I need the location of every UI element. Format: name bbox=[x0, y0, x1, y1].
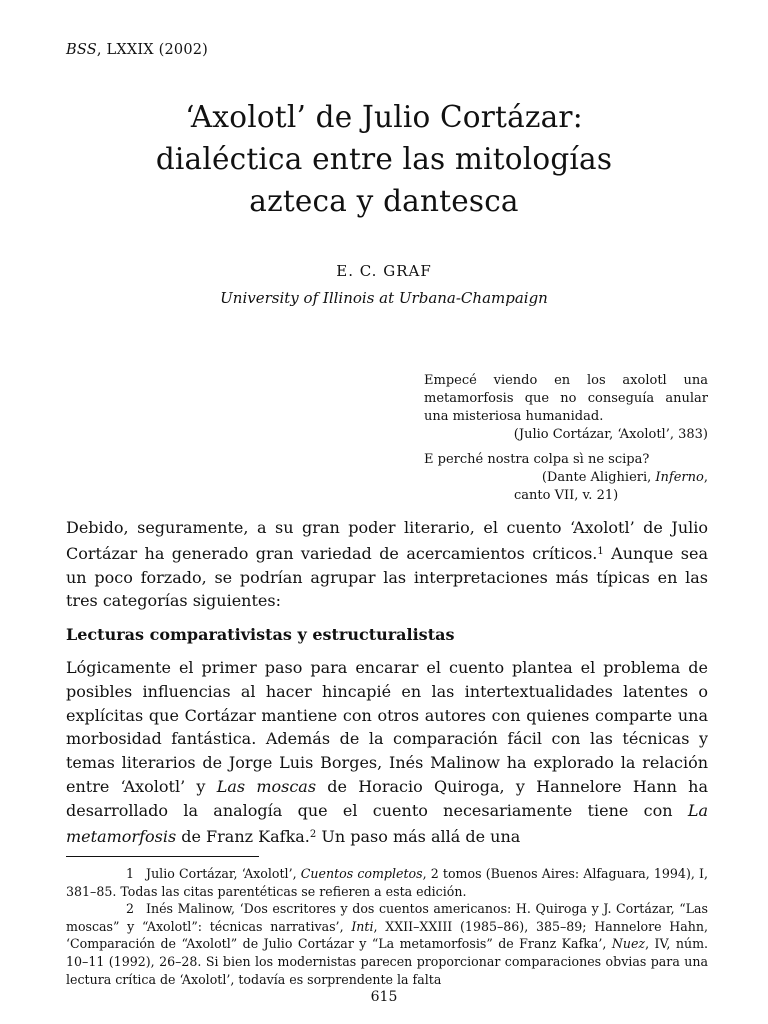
footnote-italic: Cuentos completos bbox=[300, 866, 423, 881]
footnote-ref-1[interactable]: 1 bbox=[597, 545, 604, 557]
footnote-ref-2[interactable]: 2 bbox=[309, 828, 317, 840]
footnote-number: 2 bbox=[126, 901, 135, 917]
intro-text-b: Aunque sea un poco forzado, se podrían agrupar las interpretaciones más típicas en las tres categorías siguientes: bbox=[66, 543, 708, 611]
epigraph-quote: E perché nostra colpa sì ne scipa? bbox=[424, 452, 650, 467]
section-heading: Lecturas comparativistas y estructuralistas bbox=[66, 625, 455, 644]
journal-volume: , LXXIX (2002) bbox=[96, 42, 209, 58]
epigraph-dante bbox=[424, 451, 708, 505]
title-line-3: azteca y dantesca bbox=[249, 184, 519, 218]
footnote-text: Julio Cortázar, ‘Axolotl’, bbox=[146, 866, 301, 881]
footnote-2 bbox=[66, 900, 708, 988]
footnote-text: , 2 tomos (Buenos Aires: Alfaguara, 1994), I, 381–85. Todas las citas parentéticas se refieren a esta edición. bbox=[66, 866, 708, 899]
page-number: 615 bbox=[370, 989, 398, 1005]
title-line-2: dialéctica entre las mitologías bbox=[155, 142, 613, 176]
section-text-d: Un paso más allá de una bbox=[316, 826, 521, 846]
work-title-la-metamorfosis: La metamorfosis bbox=[66, 800, 708, 846]
epigraph-citation: (Julio Cortázar, ‘Axolotl’, 383) bbox=[513, 427, 708, 442]
section-text-b: de Horacio Quiroga, y Hannelore Hann ha desarrollado la analogía que el cuento necesariamente tiene con bbox=[66, 776, 709, 820]
section-text-a: Lógicamente el primer paso para encarar el cuento plantea el problema de posibles influencias al hacer hincapié en las intertextualidades latentes o explícitas que Cortázar mantiene con otros autores con quienes comparte una morbosidad fantástica. Además de la comparación fácil con las técnicas y temas literarios de Jorge Luis Borges, Inés Malinow ha explorado la relación entre ‘Axolotl’ y bbox=[66, 658, 708, 796]
footnote-text: , IV, núm. 10–11 (1992), 26–28. Si bien los modernistas parecen proporcionar comparaciones obvias para una lectura crítica de ‘Axolotl’, todavía es sorprendente la falta bbox=[66, 936, 709, 987]
footnote-divider bbox=[66, 856, 259, 857]
footnote-italic: Inti bbox=[351, 918, 374, 934]
footnote-1 bbox=[66, 865, 708, 900]
intro-text-a: Debido, seguramente, a su gran poder literario, el cuento ‘Axolotl’ de Julio Cortázar ha generado gran variedad de acercamientos críticos. bbox=[66, 518, 708, 563]
footnote-number: 1 bbox=[126, 866, 135, 881]
article-title bbox=[0, 96, 768, 222]
journal-name: BSS bbox=[66, 42, 97, 58]
section-paragraph bbox=[66, 656, 708, 848]
work-title-las-moscas: Las moscas bbox=[216, 776, 317, 796]
citation-punct: , bbox=[703, 470, 708, 485]
author-name: E. C. GRAF bbox=[336, 262, 432, 280]
footnote-text: , XXII–XXIII (1985–86), 385–89; Hannelore Hahn, ‘Comparación de “Axolotl” de Julio Cortázar y “La metamorfosis” de Franz Kafka’, bbox=[66, 918, 708, 952]
citation-work: Inferno bbox=[655, 470, 704, 485]
epigraph-quote: Empecé viendo en los axolotl una metamorfosis que no conseguía anular una misteriosa humanidad. bbox=[424, 373, 708, 424]
epigraph-cortazar bbox=[424, 372, 708, 444]
intro-paragraph bbox=[66, 516, 708, 613]
footnote-text: Inés Malinow, ‘Dos escritores y dos cuentos americanos: H. Quiroga y J. Cortázar, “Las moscas” y “Axolotl”: técnicas narrativas’, bbox=[66, 901, 708, 934]
section-text-c: de Franz Kafka. bbox=[176, 826, 310, 846]
title-line-1: ‘Axolotl’ de Julio Cortázar: bbox=[185, 100, 583, 134]
citation-author: (Dante Alighieri, bbox=[541, 470, 656, 485]
footnotes bbox=[66, 865, 708, 988]
journal-header bbox=[66, 42, 208, 58]
author-affiliation: University of Illinois at Urbana-Champaign bbox=[220, 289, 548, 307]
epigraph-citation-line2: canto VII, v. 21) bbox=[514, 488, 619, 503]
epigraph-citation bbox=[424, 469, 708, 487]
footnote-italic: Nuez bbox=[611, 936, 646, 952]
